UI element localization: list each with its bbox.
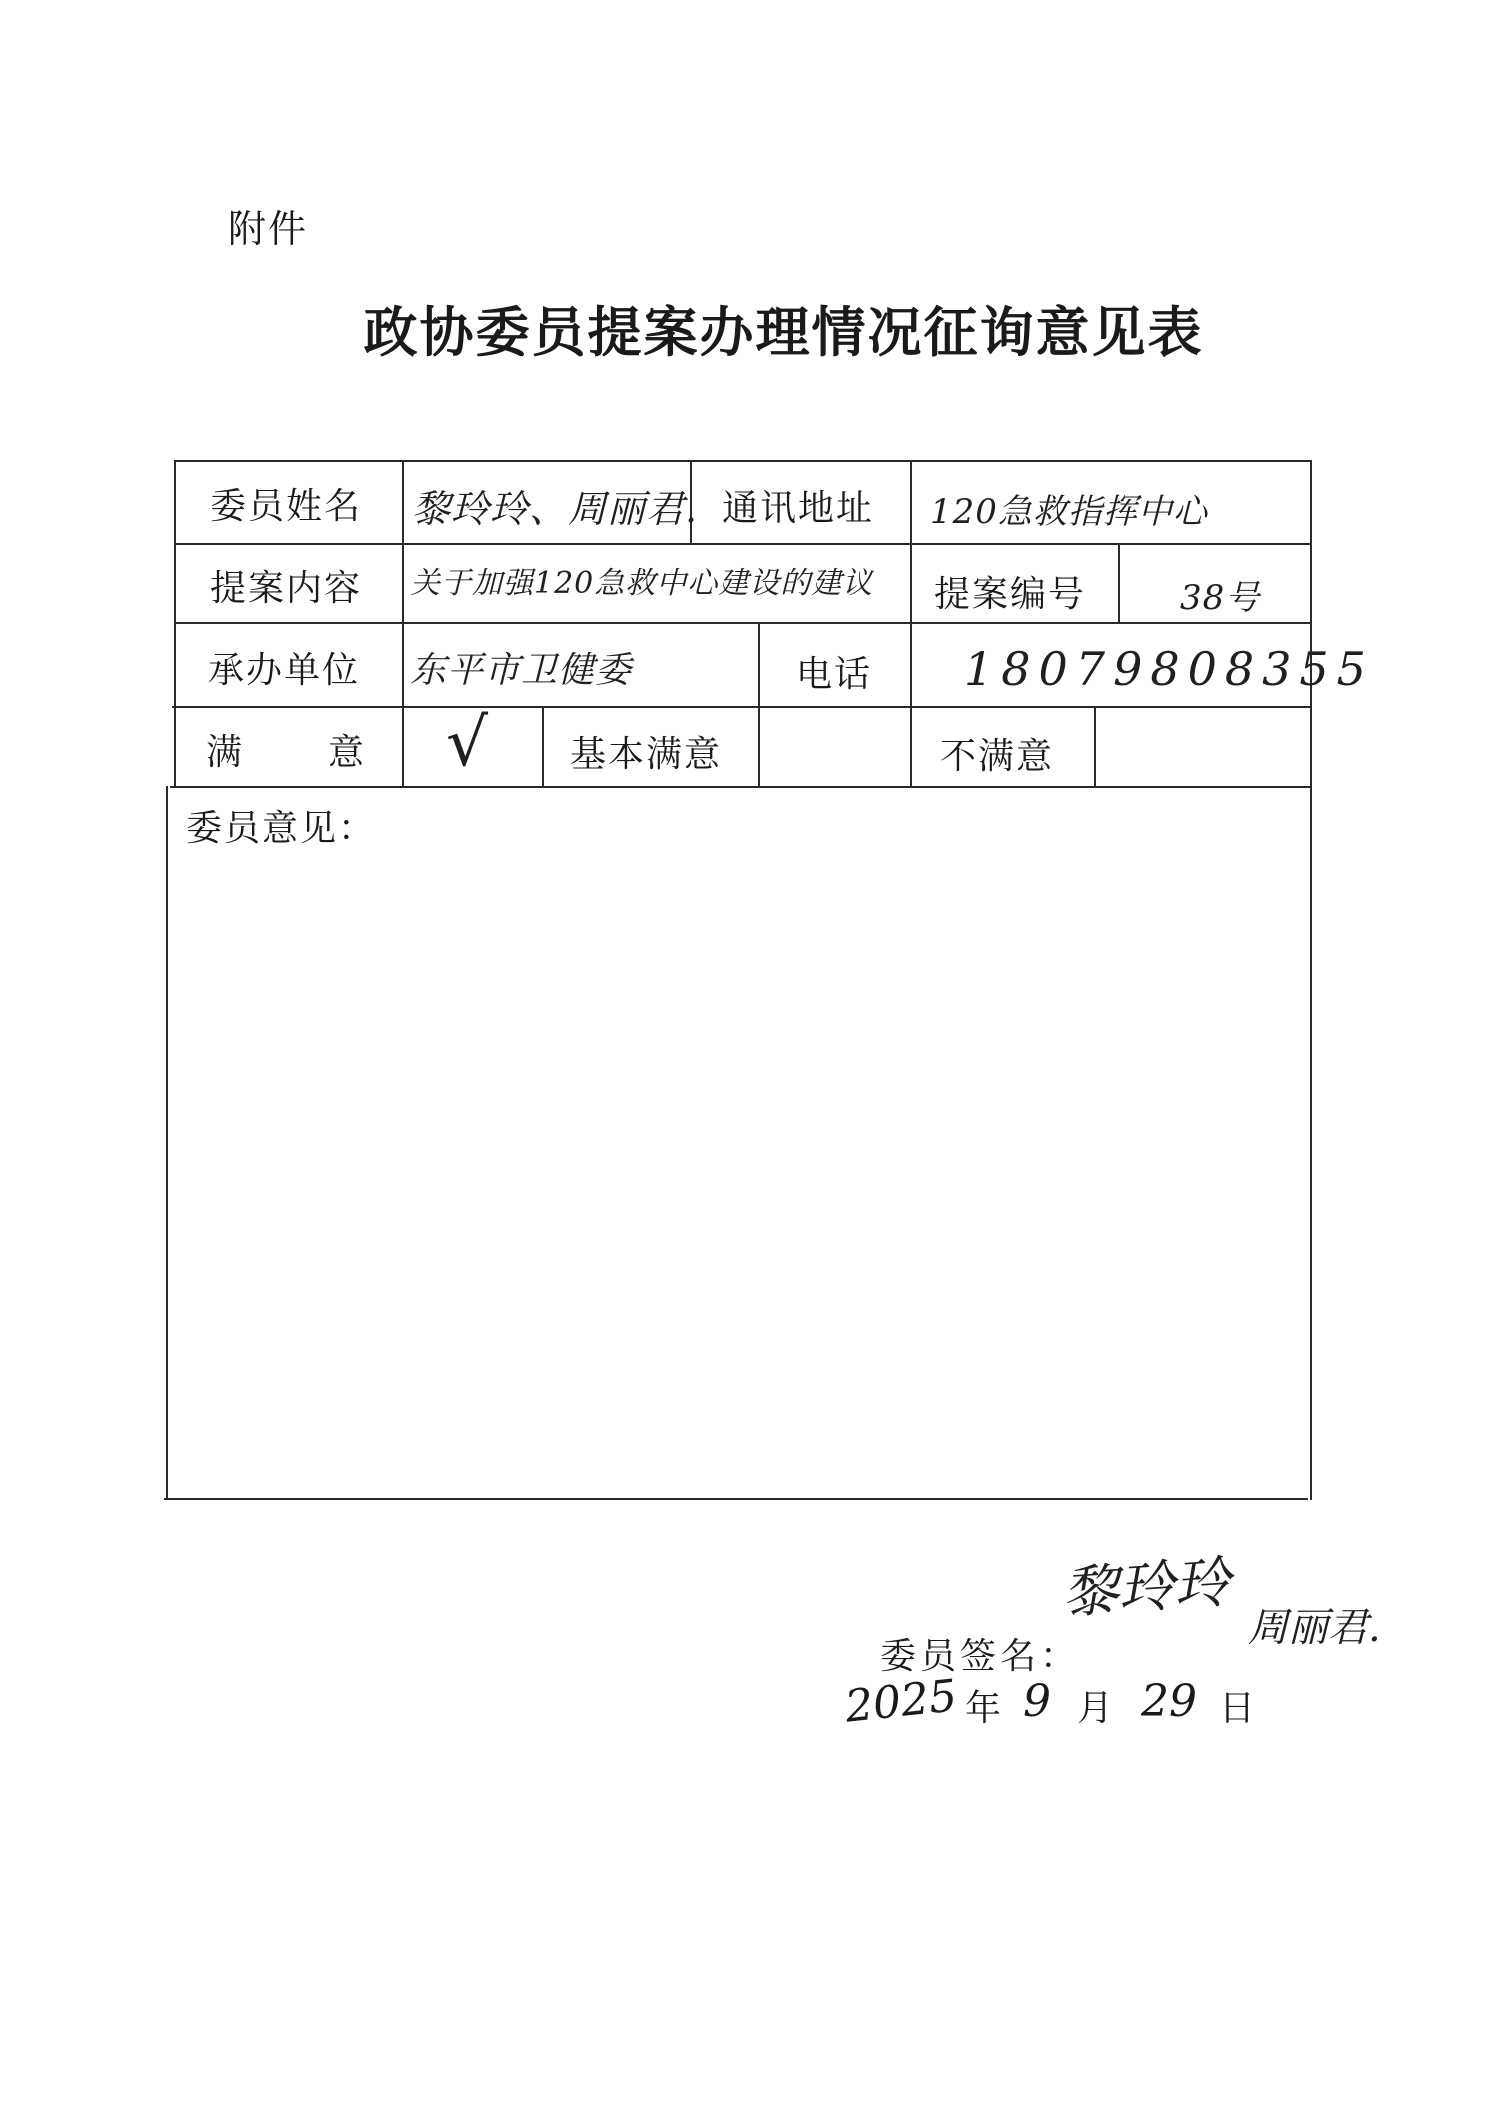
signature-name: 周丽君. [1248, 1605, 1381, 1651]
cell-divider [402, 460, 404, 786]
phone-label: 电话 [796, 654, 873, 695]
address-label: 通讯地址 [722, 488, 875, 529]
date-year-unit: 年 [965, 1688, 1002, 1729]
unsatisfied-label: 不满意 [940, 736, 1055, 777]
table-row-divider [172, 706, 1312, 708]
table-border-left [174, 460, 176, 786]
satisfied-checkmark[interactable]: √ [446, 704, 490, 781]
table-border-right [1310, 460, 1312, 1500]
page-title: 政协委员提案办理情况征询意见表 [363, 300, 1204, 364]
date-day: 29 [1141, 1676, 1197, 1727]
table-border-left [166, 786, 168, 1500]
member-opinion-label: 委员意见： [186, 808, 377, 849]
cell-divider [542, 706, 544, 786]
signature-label: 委员签名： [880, 1636, 1081, 1677]
handling-unit-value[interactable]: 东平市卫健委 [410, 650, 633, 691]
cell-divider [1094, 706, 1096, 786]
proposal-content-value[interactable]: 关于加强120急救中心建设的建议 [410, 566, 874, 601]
table-row-divider [174, 622, 1312, 624]
proposal-number-label: 提案编号 [934, 574, 1087, 615]
address-value[interactable]: 120急救指挥中心 [930, 492, 1208, 532]
date-month-unit: 月 [1077, 1688, 1114, 1729]
basically-satisfied-label: 基本满意 [570, 734, 723, 775]
handling-unit-label: 承办单位 [208, 650, 361, 691]
member-name-label: 委员姓名 [210, 486, 363, 527]
satisfied-label-char: 满 [206, 732, 245, 773]
cell-divider [758, 622, 760, 786]
satisfied-label [206, 724, 366, 775]
table-border-top [176, 460, 1312, 462]
table-row-divider [174, 543, 1312, 545]
attachment-label: 附件 [228, 207, 309, 251]
cell-divider [910, 460, 912, 786]
cell-divider [1118, 543, 1120, 622]
signature-name: 黎玲玲 [1060, 1550, 1233, 1627]
member-name-value[interactable]: 黎玲玲、周丽君. [412, 487, 699, 531]
table-border-bottom [164, 1498, 1308, 1500]
satisfied-label-char: 意 [327, 732, 366, 773]
date-day-unit: 日 [1219, 1688, 1256, 1729]
table-row-divider [170, 786, 1312, 788]
phone-value[interactable]: 18079808355 [964, 642, 1374, 696]
proposal-number-value[interactable]: 38号 [1180, 578, 1261, 618]
date-year: 2025 [842, 1670, 960, 1733]
date-month: 9 [1023, 1676, 1051, 1727]
proposal-content-label: 提案内容 [210, 568, 363, 609]
